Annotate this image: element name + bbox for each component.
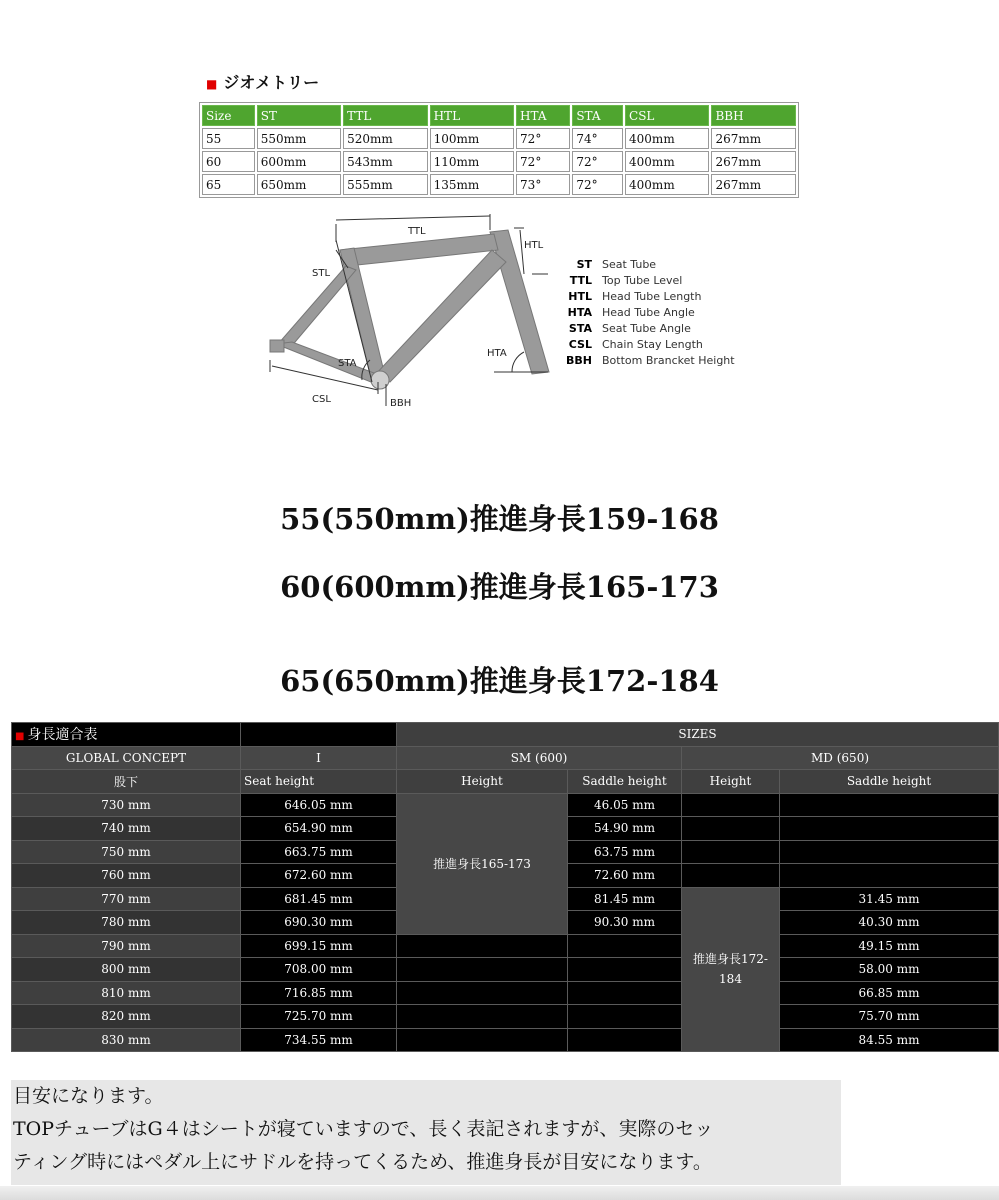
legend-abbr: ST: [576, 258, 592, 271]
seat-cell: 663.75 mm: [241, 840, 397, 864]
legend-abbr: TTL: [569, 274, 592, 287]
sm-range-cell: 推進身長165-173: [397, 793, 568, 934]
label-sta: STA: [338, 358, 357, 369]
inseam-cell: 810 mm: [12, 981, 241, 1005]
label-hta: HTA: [487, 348, 507, 359]
header-st: ST: [257, 105, 341, 126]
seat-cell: 681.45 mm: [241, 887, 397, 911]
md-saddle-cell: 58.00 mm: [780, 958, 999, 982]
fit-size-row: [12, 746, 999, 770]
md-height-cell: [682, 817, 780, 841]
cell: 650mm: [257, 174, 341, 195]
inseam-cell: 830 mm: [12, 1028, 241, 1052]
inseam-cell: 760 mm: [12, 864, 241, 888]
red-square-icon: ■: [206, 77, 218, 91]
recommend-line-60: 60(600mm)推進身長165-173: [280, 570, 719, 604]
header-size: Size: [202, 105, 255, 126]
cell: 543mm: [343, 151, 427, 172]
inseam-cell: 770 mm: [12, 887, 241, 911]
sm-height-cell: [397, 934, 568, 958]
sm-saddle-cell: [568, 934, 682, 958]
cell: 267mm: [711, 151, 796, 172]
md-saddle-cell: [780, 793, 999, 817]
legend-text: Head Tube Length: [602, 290, 702, 303]
frame-geometry-diagram: [262, 210, 762, 415]
legend-text: Head Tube Angle: [602, 306, 695, 319]
seat-cell: 708.00 mm: [241, 958, 397, 982]
md-height-cell: [682, 840, 780, 864]
seat-cell: 672.60 mm: [241, 864, 397, 888]
legend-text: Bottom Brancket Height: [602, 354, 735, 367]
md-height-cell: [682, 793, 780, 817]
diagram-legend: [566, 258, 735, 367]
cell: 72°: [572, 174, 623, 195]
table-row: [12, 793, 999, 817]
sm-height-cell: [397, 1005, 568, 1029]
label-csl: CSL: [312, 394, 331, 405]
inseam-cell: 730 mm: [12, 793, 241, 817]
cell: 55: [202, 128, 255, 149]
red-square-icon: ■: [15, 731, 25, 743]
geometry-table: [199, 102, 799, 198]
table-row: [202, 151, 796, 172]
sm-saddle-cell: 46.05 mm: [568, 793, 682, 817]
bike-frame-illustration: [270, 230, 549, 389]
bottom-toolbar: [0, 1186, 999, 1200]
cell: 60: [202, 151, 255, 172]
table-row: [12, 958, 999, 982]
md-saddle-cell: 40.30 mm: [780, 911, 999, 935]
sm-height-cell: [397, 981, 568, 1005]
cell: 72°: [516, 128, 570, 149]
md-saddle-cell: 75.70 mm: [780, 1005, 999, 1029]
sm-header: SM (600): [397, 746, 682, 770]
legend-abbr: BBH: [566, 354, 592, 367]
inseam-cell: 750 mm: [12, 840, 241, 864]
cell: 65: [202, 174, 255, 195]
geometry-title-text: ジオメトリー: [223, 73, 320, 92]
cell: 550mm: [257, 128, 341, 149]
inseam-cell: 800 mm: [12, 958, 241, 982]
legend-text: Seat Tube: [602, 258, 657, 271]
seat-cell: 646.05 mm: [241, 793, 397, 817]
note-box: [11, 1080, 841, 1185]
table-row: [202, 128, 796, 149]
cell: 267mm: [711, 128, 796, 149]
note-line-3: ティング時にはペダル上にサドルを持ってくるため、推進身長が目安になります。: [13, 1151, 712, 1173]
fit-title: 身長適合表: [27, 727, 98, 744]
label-ttl: TTL: [408, 226, 426, 237]
recommend-line-55: 55(550mm)推進身長159-168: [280, 502, 719, 536]
seat-cell: 690.30 mm: [241, 911, 397, 935]
md-height-cell: [682, 864, 780, 888]
cell: 267mm: [711, 174, 796, 195]
cell: 400mm: [625, 151, 709, 172]
table-row: [12, 981, 999, 1005]
fit-table: [11, 722, 999, 1052]
seat-cell: 734.55 mm: [241, 1028, 397, 1052]
seat-cell: 716.85 mm: [241, 981, 397, 1005]
seat-cell: 699.15 mm: [241, 934, 397, 958]
col-i-header: I: [241, 746, 397, 770]
cell: 135mm: [430, 174, 514, 195]
geometry-title: [206, 70, 319, 93]
cell: 400mm: [625, 128, 709, 149]
inseam-cell: 790 mm: [12, 934, 241, 958]
sm-height-cell: [397, 1028, 568, 1052]
inseam-cell: 740 mm: [12, 817, 241, 841]
sm-saddle-cell: 54.90 mm: [568, 817, 682, 841]
cell: 400mm: [625, 174, 709, 195]
sm-saddle-cell: [568, 958, 682, 982]
md-saddle-cell: 49.15 mm: [780, 934, 999, 958]
note-line-1: 目安になります。: [13, 1085, 164, 1107]
md-saddle-header: Saddle height: [780, 770, 999, 794]
cell: 110mm: [430, 151, 514, 172]
empty-cell: [241, 723, 397, 747]
geometry-header-row: [202, 105, 796, 126]
table-row: [12, 934, 999, 958]
cell: 100mm: [430, 128, 514, 149]
md-header: MD (650): [682, 746, 999, 770]
recommend-line-65: 65(650mm)推進身長172-184: [280, 664, 719, 698]
table-row: [12, 1028, 999, 1052]
md-range-cell: 推進身長172-184: [682, 887, 780, 1052]
md-saddle-cell: [780, 817, 999, 841]
md-saddle-cell: 66.85 mm: [780, 981, 999, 1005]
seat-cell: 725.70 mm: [241, 1005, 397, 1029]
legend-text: Seat Tube Angle: [602, 322, 691, 335]
global-concept-header: GLOBAL CONCEPT: [12, 746, 241, 770]
sm-height-header: Height: [397, 770, 568, 794]
legend-text: Chain Stay Length: [602, 338, 703, 351]
fit-title-row: [12, 723, 999, 747]
md-saddle-cell: [780, 840, 999, 864]
sm-height-cell: [397, 958, 568, 982]
legend-text: Top Tube Level: [602, 274, 683, 287]
cell: 520mm: [343, 128, 427, 149]
cell: 74°: [572, 128, 623, 149]
legend-abbr: STA: [568, 322, 592, 335]
label-htl: HTL: [524, 240, 544, 251]
note-line-2: TOPチューブはG４はシートが寝ていますので、長く表記されますが、実際のセッ: [13, 1118, 714, 1140]
md-saddle-cell: 84.55 mm: [780, 1028, 999, 1052]
md-saddle-cell: [780, 864, 999, 888]
header-ttl: TTL: [343, 105, 427, 126]
cell: 555mm: [343, 174, 427, 195]
inseam-cell: 780 mm: [12, 911, 241, 935]
legend-abbr: HTL: [568, 290, 592, 303]
table-row: [12, 1005, 999, 1029]
seat-height-header: Seat height: [241, 770, 397, 794]
legend-abbr: HTA: [567, 306, 592, 319]
fit-title-cell: [12, 723, 241, 747]
header-bbh: BBH: [711, 105, 796, 126]
sm-saddle-cell: 72.60 mm: [568, 864, 682, 888]
sm-saddle-cell: [568, 981, 682, 1005]
inseam-header: 股下: [12, 770, 241, 794]
fit-column-row: [12, 770, 999, 794]
header-htl: HTL: [430, 105, 514, 126]
md-saddle-cell: 31.45 mm: [780, 887, 999, 911]
legend-abbr: CSL: [568, 338, 592, 351]
sm-saddle-cell: 90.30 mm: [568, 911, 682, 935]
sizes-header: SIZES: [397, 723, 999, 747]
sm-saddle-cell: [568, 1005, 682, 1029]
cell: 600mm: [257, 151, 341, 172]
md-height-header: Height: [682, 770, 780, 794]
inseam-cell: 820 mm: [12, 1005, 241, 1029]
table-row: [202, 174, 796, 195]
cell: 72°: [516, 151, 570, 172]
label-bbh: BBH: [390, 398, 412, 409]
sm-saddle-cell: [568, 1028, 682, 1052]
header-sta: STA: [572, 105, 623, 126]
cell: 73°: [516, 174, 570, 195]
sm-saddle-cell: 81.45 mm: [568, 887, 682, 911]
label-stl: STL: [312, 268, 331, 279]
cell: 72°: [572, 151, 623, 172]
sm-saddle-cell: 63.75 mm: [568, 840, 682, 864]
seat-cell: 654.90 mm: [241, 817, 397, 841]
header-csl: CSL: [625, 105, 709, 126]
header-hta: HTA: [516, 105, 570, 126]
sm-saddle-header: Saddle height: [568, 770, 682, 794]
